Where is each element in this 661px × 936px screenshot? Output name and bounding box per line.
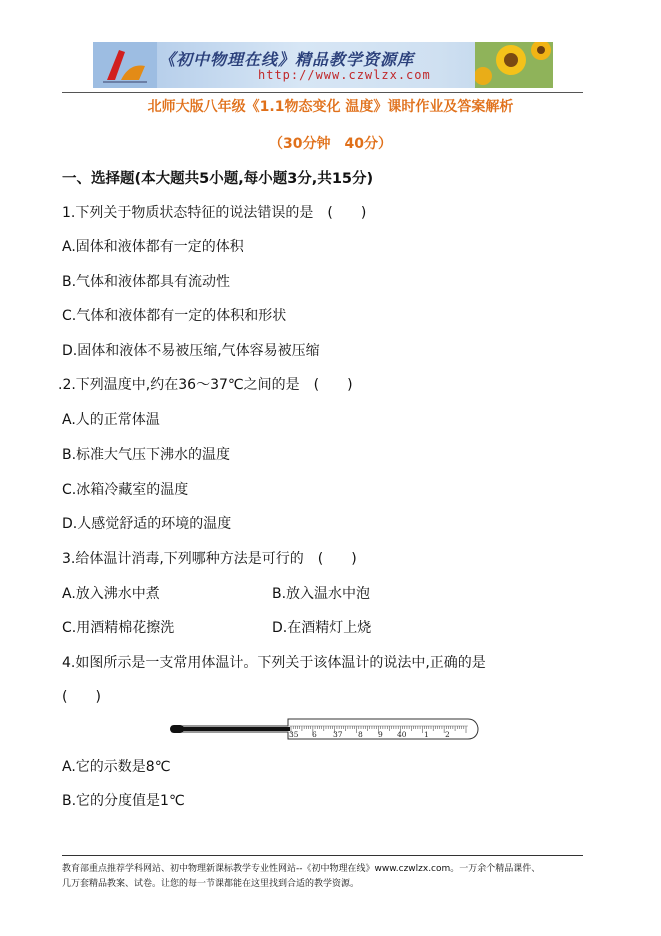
question-4-stem: 4.如图所示是一支常用体温计。下列关于该体温计的说法中,正确的是 bbox=[62, 655, 486, 671]
question-3-option-a: A.放入沸水中煮 bbox=[62, 586, 160, 602]
section-heading: 一、选择题(本大题共5小题,每小题3分,共15分) bbox=[62, 171, 374, 187]
question-2-option-c: C.冰箱冷藏室的温度 bbox=[62, 482, 189, 498]
scale-label: 35 bbox=[289, 730, 299, 739]
logo-icon bbox=[93, 42, 157, 88]
scale-label: 37 bbox=[333, 730, 343, 739]
footer-line-2: 几万套精品教案、试卷。让您的每一节课都能在这里找到合适的教学资源。 bbox=[62, 879, 360, 889]
question-2-stem: .2.下列温度中,约在36～37℃之间的是 ( ) bbox=[58, 377, 353, 393]
question-2-option-d: D.人感觉舒适的环境的温度 bbox=[62, 516, 232, 532]
scale-label: 1 bbox=[424, 730, 429, 739]
question-2-option-a: A.人的正常体温 bbox=[62, 412, 160, 428]
question-3-option-b: B.放入温水中泡 bbox=[272, 586, 371, 602]
scale-label: 2 bbox=[445, 730, 450, 739]
question-4-stem-cont: ( ) bbox=[62, 689, 101, 705]
footer-divider bbox=[62, 855, 583, 856]
banner-title: 《初中物理在线》精品教学资源库 bbox=[159, 50, 415, 69]
sunflower-icon bbox=[475, 42, 553, 88]
question-4-option-a: A.它的示数是8℃ bbox=[62, 759, 171, 775]
question-3-option-d: D.在酒精灯上烧 bbox=[272, 620, 372, 636]
header-divider bbox=[62, 92, 583, 93]
page-footer bbox=[62, 862, 602, 892]
header-banner bbox=[93, 42, 553, 88]
scale-label: 8 bbox=[358, 730, 363, 739]
question-4-option-b: B.它的分度值是1℃ bbox=[62, 793, 185, 809]
question-1-stem: 1.下列关于物质状态特征的说法错误的是 ( ) bbox=[62, 205, 367, 221]
scale-label: 6 bbox=[312, 730, 317, 739]
question-1-option-c: C.气体和液体都有一定的体积和形状 bbox=[62, 308, 287, 324]
scale-label: 40 bbox=[397, 730, 407, 739]
question-3-option-c: C.用酒精棉花擦洗 bbox=[62, 620, 175, 636]
question-1-option-a: A.固体和液体都有一定的体积 bbox=[62, 239, 244, 255]
mercury-column bbox=[180, 727, 290, 731]
clinical-thermometer-figure bbox=[168, 714, 481, 744]
banner-url[interactable]: http://www.czwlzx.com bbox=[258, 68, 431, 82]
question-1-option-b: B.气体和液体都具有流动性 bbox=[62, 274, 231, 290]
document-title: 北师大版八年级《1.1物态变化 温度》课时作业及答案解析 bbox=[147, 99, 514, 115]
question-3-stem: 3.给体温计消毒,下列哪种方法是可行的 ( ) bbox=[62, 551, 357, 567]
document-subtitle: （30分钟 40分） bbox=[269, 136, 392, 152]
question-2-option-b: B.标准大气压下沸水的温度 bbox=[62, 447, 231, 463]
scale-label: 9 bbox=[378, 730, 383, 739]
question-1-option-d: D.固体和液体不易被压缩,气体容易被压缩 bbox=[62, 343, 320, 359]
footer-line-1: 教育部重点推荐学科网站、初中物理新课标教学专业性网站--《初中物理在线》www.czwlzx.com。一万余个精品课件、 bbox=[62, 864, 541, 874]
